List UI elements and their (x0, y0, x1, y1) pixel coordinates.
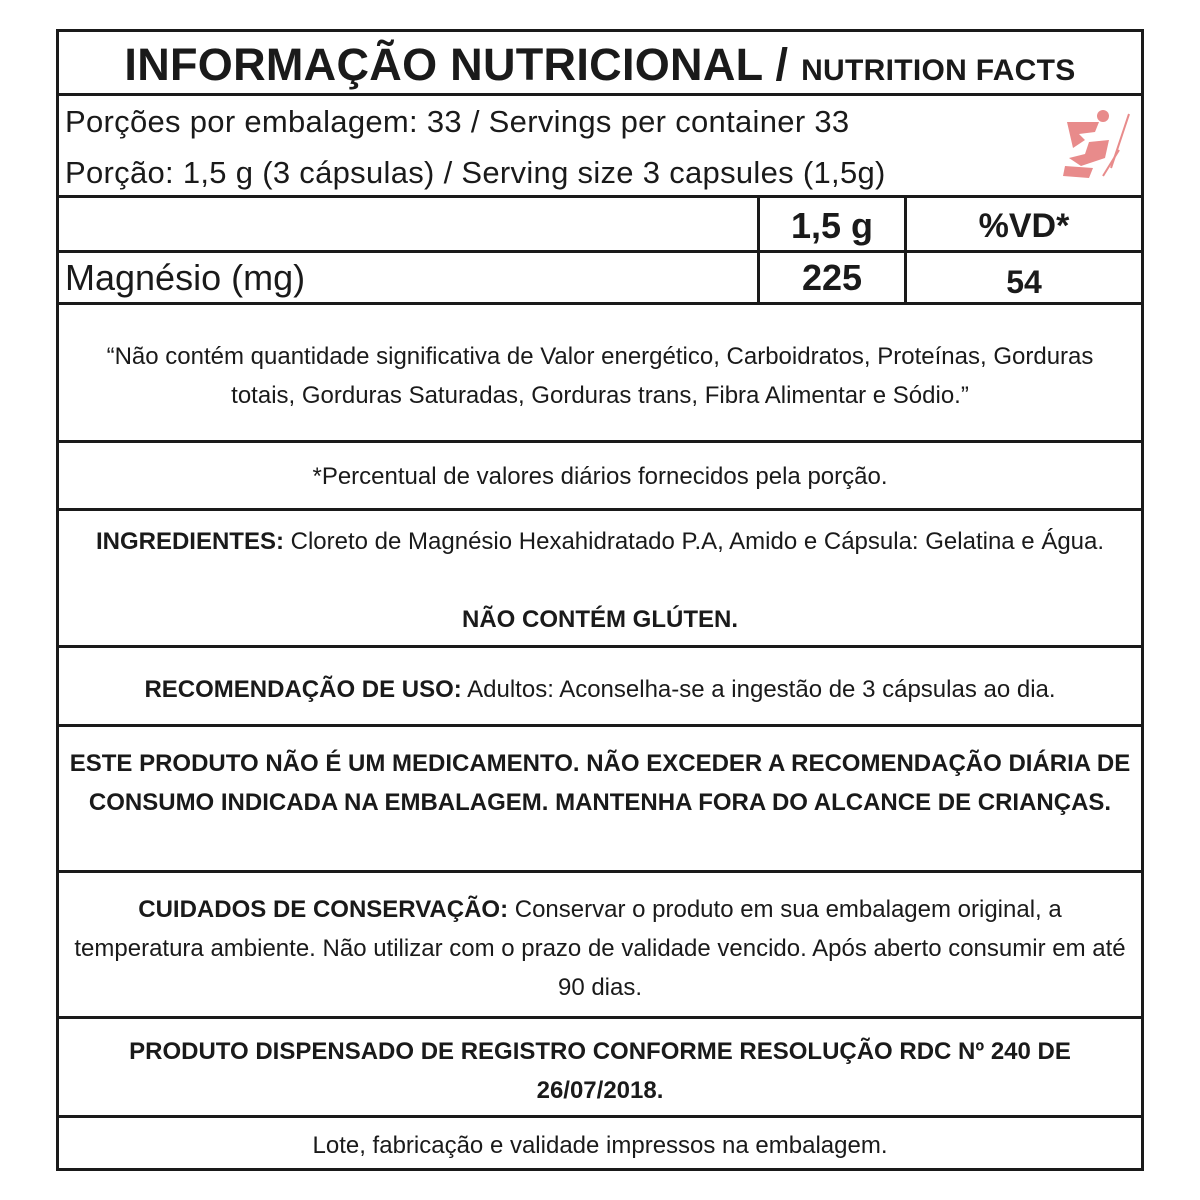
title-en: NUTRITION FACTS (801, 54, 1076, 87)
title-separator: / (775, 39, 789, 90)
usage-text: Adultos: Aconselha-se a ingestão de 3 cápsulas ao dia. (467, 676, 1056, 703)
divider (59, 93, 1141, 96)
ingredients-section (59, 522, 1141, 561)
serving-size: Porção: 1,5 g (3 cápsulas) / Serving size 3 capsules (1,5g) (65, 155, 886, 190)
nutrient-name: Magnésio (mg) (65, 257, 306, 298)
divider (59, 440, 1141, 443)
dv-footnote: *Percentual de valores diários fornecidos pela porção. (312, 463, 888, 490)
nutrition-label (56, 29, 1144, 1171)
divider (59, 302, 1141, 305)
label-title (59, 34, 1141, 92)
divider (59, 250, 1141, 253)
ingredients-text: Cloreto de Magnésio Hexahidratado P.A, Amido e Cápsula: Gelatina e Água. (290, 528, 1105, 555)
divider (59, 508, 1141, 511)
divider (59, 645, 1141, 648)
nutrient-amount: 225 (801, 257, 863, 298)
divider (59, 195, 1141, 198)
usage-label: RECOMENDAÇÃO DE USO: (144, 676, 462, 703)
storage-label: CUIDADOS DE CONSERVAÇÃO: (138, 896, 509, 923)
storage-text: Conservar o produto em sua embalagem original, a temperatura ambiente. Não utilizar com o prazo de validade vencido. Após aberto consumir em até 90 dias. (74, 896, 1126, 1001)
divider (59, 870, 1141, 873)
ingredients-label: INGREDIENTES: (95, 528, 284, 555)
nutrient-dv: 54 (1006, 264, 1042, 300)
title-pt: INFORMAÇÃO NUTRICIONAL (124, 39, 763, 90)
column-header-dv: %VD* (978, 207, 1070, 245)
column-header-amount: 1,5 g (790, 205, 874, 246)
storage-section (59, 890, 1141, 1007)
registration-statement: PRODUTO DISPENSADO DE REGISTRO CONFORME RESOLUÇÃO RDC Nº 240 DE 26/07/2018. (129, 1038, 1071, 1104)
gluten-statement: NÃO CONTÉM GLÚTEN. (462, 606, 738, 633)
divider (59, 1115, 1141, 1118)
not-significant-note: “Não contém quantidade significativa de Valor energético, Carboidratos, Proteínas, Gorduras totais, Gorduras Saturadas, Gorduras trans, Fibra Alimentar e Sódio.” (106, 343, 1094, 409)
divider (59, 724, 1141, 727)
divider (59, 1016, 1141, 1019)
usage-section (59, 670, 1141, 709)
warning-statement: ESTE PRODUTO NÃO É UM MEDICAMENTO. NÃO EXCEDER A RECOMENDAÇÃO DIÁRIA DE CONSUMO INDICADA NA EMBALAGEM. MANTENHA FORA DO ALCANCE DE CRIANÇAS. (69, 750, 1131, 816)
servings-per-container: Porções por embalagem: 33 / Servings per container 33 (65, 104, 850, 139)
batch-note: Lote, fabricação e validade impressos na embalagem. (312, 1132, 888, 1159)
brand-logo-icon (1059, 106, 1135, 186)
